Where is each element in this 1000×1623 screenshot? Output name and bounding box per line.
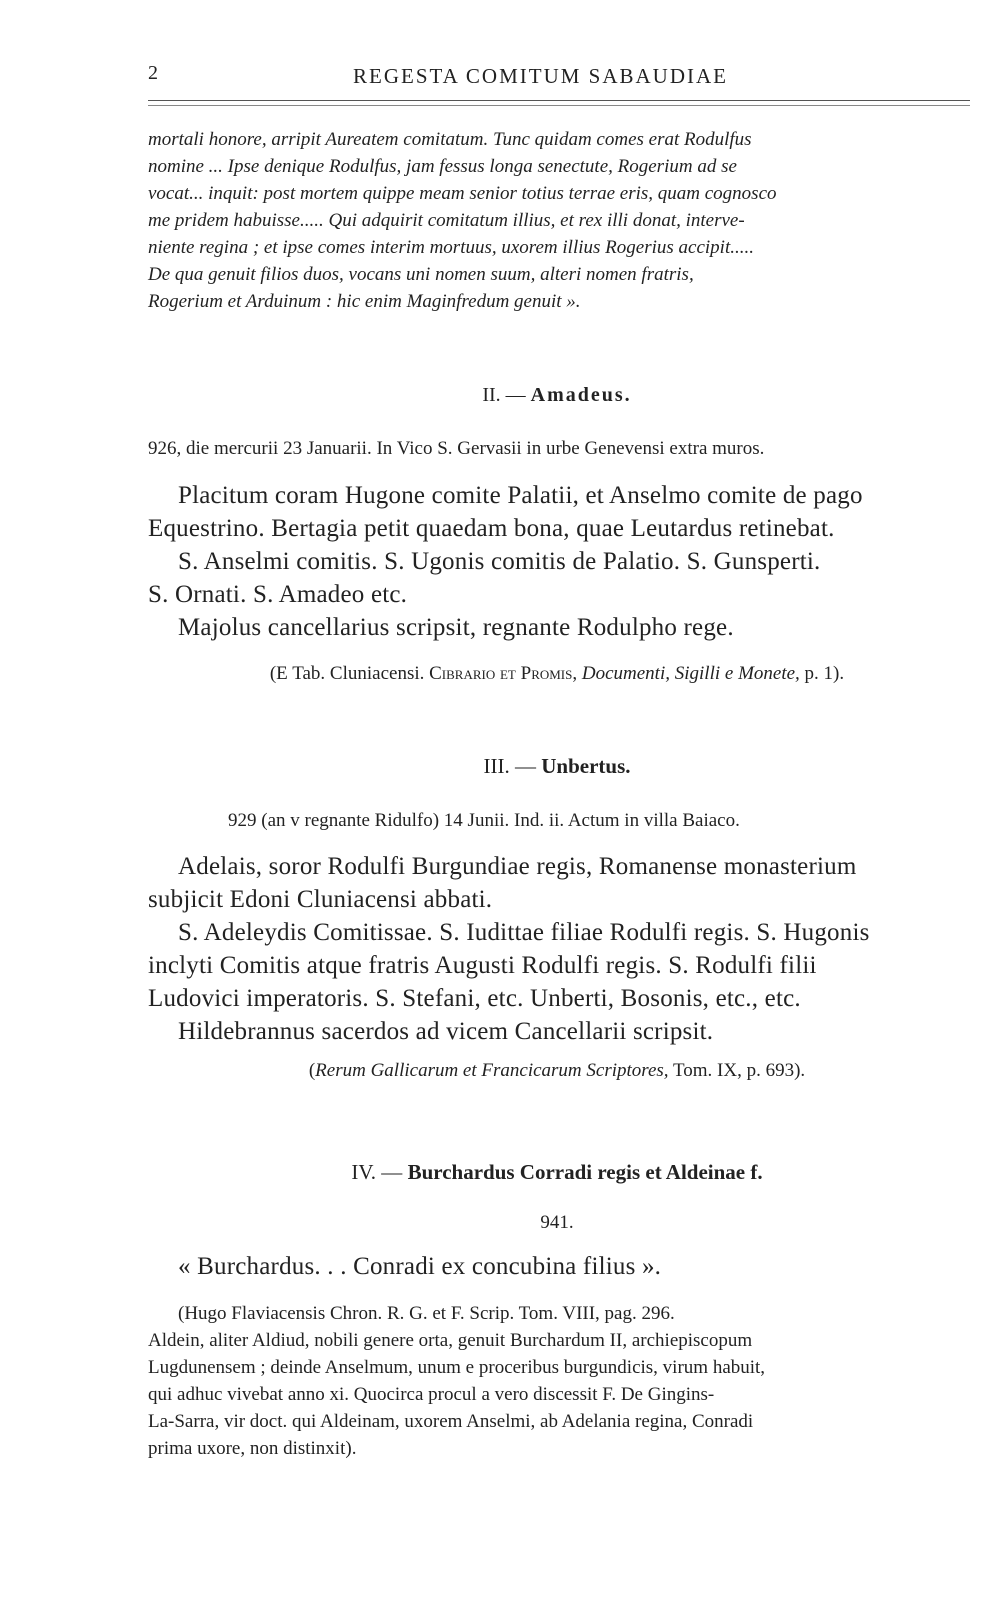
section-numeral: III. —	[483, 754, 542, 778]
body-line: S. Ornati. S. Amadeo etc.	[148, 581, 408, 608]
citation-authors: Cibrario et Promis,	[429, 663, 578, 684]
body-line: Hildebrannus sacerdos ad vicem Cancellarii scripsit.	[178, 1018, 714, 1045]
intro-line: nomine ... Ipse denique Rodulfus, jam fessus longa senectute, Rogerium ad se	[148, 156, 737, 177]
citation-page: p. 1).	[799, 663, 845, 684]
section-title: Burchardus Corradi regis et Aldeinae f.	[407, 1160, 763, 1184]
header-rule	[148, 100, 970, 101]
note-line: La-Sarra, vir doct. qui Aldeinam, uxorem Anselmi, ab Adelania regina, Conradi	[148, 1411, 754, 1432]
intro-line: vocat... inquit: post mortem quippe meam senior totius terrae eris, quam cognosco	[148, 183, 777, 204]
intro-line: niente regina ; et ipse comes interim mortuus, uxorem illius Rogerius accipit.....	[148, 237, 754, 258]
body-line: Adelais, soror Rodulfi Burgundiae regis, Romanense monasterium	[178, 853, 857, 880]
intro-line: Rogerium et Arduinum : hic enim Maginfredum genuit ».	[148, 291, 581, 312]
section-numeral: II. —	[482, 384, 531, 406]
note-line: (Hugo Flaviacensis Chron. R. G. et F. Scrip. Tom. VIII, pag. 296.	[178, 1303, 675, 1324]
citation-work: Documenti, Sigilli e Monete,	[577, 663, 800, 684]
section-heading-iv	[148, 1160, 966, 1185]
body-line: subjicit Edoni Cluniacensi abbati.	[148, 886, 493, 913]
section-note-iv	[148, 1300, 966, 1462]
citation-ii	[148, 660, 966, 687]
body-line: inclyti Comitis atque fratris Augusti Rodulfi regis. S. Rodulfi filii	[148, 952, 817, 979]
intro-line: mortali honore, arripit Aureatem comitatum. Tunc quidam comes erat Rodulfus	[148, 129, 752, 150]
section-heading-iii	[148, 754, 966, 779]
section-date-line: 926, die mercurii 23 Januarii. In Vico S. Gervasii in urbe Genevensi extra muros.	[148, 438, 765, 459]
header-rule-thin	[148, 105, 970, 106]
section-title: Unbertus.	[541, 754, 631, 778]
section-heading-ii	[148, 384, 966, 407]
note-line: qui adhuc vivebat anno xi. Quocirca procul a vero discessit F. De Gingins-	[148, 1384, 715, 1405]
section-date-line: 929 (an v regnante Ridulfo) 14 Junii. Ind. ii. Actum in villa Baiaco.	[228, 810, 740, 831]
section-numeral: IV. —	[351, 1160, 408, 1184]
section-body-iii	[148, 850, 966, 1048]
citation-text: (E Tab. Cluniacensi.	[269, 663, 430, 684]
intro-quotation	[148, 126, 966, 315]
citation-text: (	[308, 1060, 316, 1081]
intro-line: De qua genuit filios duos, vocans uni nomen suum, alteri nomen fratris,	[148, 264, 694, 285]
citation-iii	[148, 1057, 966, 1084]
running-title: REGESTA COMITUM SABAUDIAE	[353, 64, 728, 88]
body-line: Ludovici imperatoris. S. Stefani, etc. Unberti, Bosonis, etc., etc.	[148, 985, 801, 1012]
body-line: Majolus cancellarius scripsit, regnante Rodulpho rege.	[178, 614, 734, 641]
body-line: Placitum coram Hugone comite Palatii, et Anselmo comite de pago	[178, 482, 863, 509]
body-line: S. Anselmi comitis. S. Ugonis comitis de Palatio. S. Gunsperti.	[178, 548, 821, 575]
note-line: Lugdunensem ; deinde Anselmum, unum e proceribus burgundicis, virum habuit,	[148, 1357, 766, 1378]
section-quote-iv: « Burchardus. . . Conradi ex concubina filius ».	[178, 1253, 662, 1280]
citation-page: Tom. IX, p. 693).	[668, 1060, 806, 1081]
section-title: Amadeus.	[530, 384, 632, 406]
section-body-ii	[148, 479, 966, 644]
citation-work: Rerum Gallicarum et Francicarum Scriptores,	[315, 1060, 669, 1081]
body-line: Equestrino. Bertagia petit quaedam bona, quae Leutardus retinebat.	[148, 515, 835, 542]
note-line: prima uxore, non distinxit).	[148, 1438, 357, 1459]
note-line: Aldein, aliter Aldiud, nobili genere orta, genuit Burchardum II, archiepiscopum	[148, 1330, 753, 1351]
body-line: S. Adeleydis Comitissae. S. Iudittae filiae Rodulfi regis. S. Hugonis	[178, 919, 870, 946]
running-head	[148, 62, 968, 96]
section-date-line: 941.	[540, 1212, 574, 1233]
intro-line: me pridem habuisse..... Qui adquirit comitatum illius, et rex illi donat, interve-	[148, 210, 745, 231]
page-number: 2	[148, 62, 158, 84]
